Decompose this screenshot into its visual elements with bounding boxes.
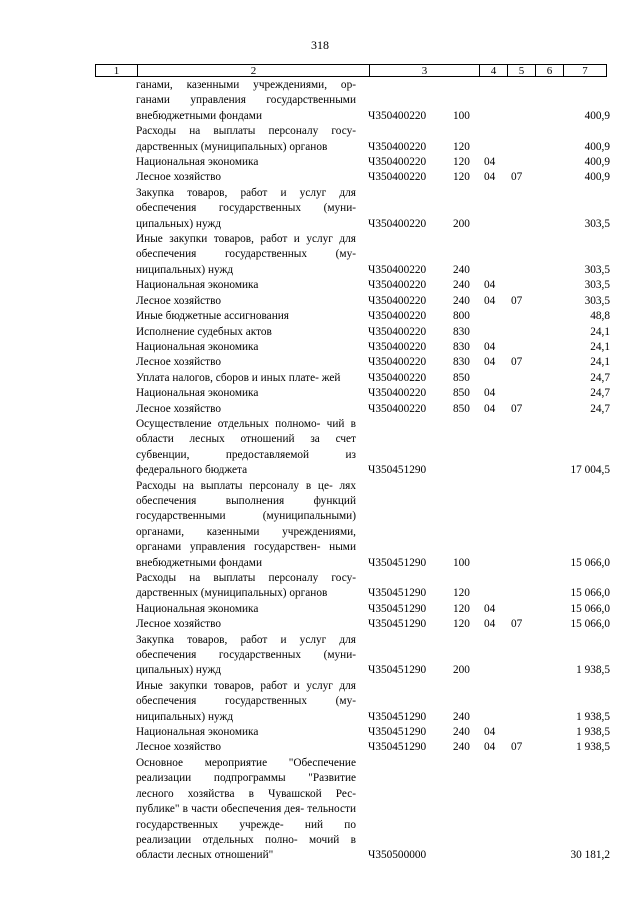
row-expense-type: 120 [453, 602, 470, 615]
table-row [0, 417, 640, 479]
row-expense-type: 240 [453, 294, 470, 307]
row-expense-type: 850 [453, 371, 470, 384]
row-code: Ч350451290 [368, 726, 427, 739]
row-amount: 303,5 [584, 279, 610, 292]
row-section: 04 [484, 741, 496, 754]
row-subsection: 07 [511, 618, 523, 631]
row-amount: 24,1 [590, 356, 610, 369]
row-expense-type: 120 [453, 587, 470, 600]
row-name: Лесное хозяйство [136, 402, 221, 415]
row-expense-type: 200 [453, 664, 470, 677]
row-name: Лесное хозяйство [136, 741, 221, 754]
row-expense-type: 830 [453, 340, 470, 353]
row-amount: 17 004,5 [570, 464, 610, 477]
row-subsection: 07 [511, 294, 523, 307]
row-section: 04 [484, 618, 496, 631]
row-amount: 24,1 [590, 340, 610, 353]
row-amount: 15 066,0 [570, 602, 610, 615]
row-name: Исполнение судебных актов [136, 325, 272, 338]
row-code: Ч350400220 [368, 356, 427, 369]
header-col-6: 6 [535, 65, 563, 76]
row-expense-type: 200 [453, 217, 470, 230]
row-code: Ч350400220 [368, 371, 427, 384]
row-name: Национальная экономика [136, 279, 259, 292]
row-expense-type: 120 [453, 156, 470, 169]
row-expense-type: 830 [453, 356, 470, 369]
table-row [0, 571, 640, 602]
row-code: Ч350451290 [368, 556, 427, 569]
row-name: Лесное хозяйство [136, 171, 221, 184]
row-name: Иные закупки товаров, работ и услуг для обеспечения государственных (му- ниципальных) нужд [136, 233, 356, 276]
row-expense-type: 850 [453, 387, 470, 400]
row-amount: 48,8 [590, 310, 610, 323]
row-name: Национальная экономика [136, 387, 259, 400]
table-row [0, 186, 640, 232]
row-code: Ч350451290 [368, 710, 427, 723]
row-amount: 400,9 [584, 109, 610, 122]
row-code: Ч350451290 [368, 602, 427, 615]
row-amount: 24,7 [590, 387, 610, 400]
row-amount: 1 938,5 [576, 710, 610, 723]
row-section: 04 [484, 356, 496, 369]
row-expense-type: 120 [453, 171, 470, 184]
row-expense-type: 120 [453, 140, 470, 153]
header-col-4: 4 [479, 65, 507, 76]
row-code: Ч350451290 [368, 741, 427, 754]
row-amount: 15 066,0 [570, 587, 610, 600]
row-name: Национальная экономика [136, 340, 259, 353]
row-expense-type: 240 [453, 726, 470, 739]
row-code: Ч350400220 [368, 140, 427, 153]
row-amount: 400,9 [584, 171, 610, 184]
table-row [0, 294, 640, 309]
header-col-7: 7 [563, 65, 606, 76]
header-col-1: 1 [113, 65, 120, 77]
row-section: 04 [484, 602, 496, 615]
row-name: Расходы на выплаты персоналу в це- лях обеспечения выполнения функций государственными (муниципальными) органами, казенными учреждениями, органами управления государствен- ными внебюджетными фондами [136, 479, 356, 569]
row-name: Лесное хозяйство [136, 294, 221, 307]
row-name: Иные бюджетные ассигнования [136, 310, 289, 323]
row-subsection: 07 [511, 402, 523, 415]
row-amount: 400,9 [584, 140, 610, 153]
row-subsection: 07 [511, 741, 523, 754]
row-name: Иные закупки товаров, работ и услуг для обеспечения государственных (му- ниципальных) нужд [136, 679, 356, 723]
table-row [0, 309, 640, 324]
row-code: Ч350400220 [368, 310, 427, 323]
row-name: Национальная экономика [136, 156, 259, 169]
table-row [0, 278, 640, 293]
table-row [0, 740, 640, 755]
row-code: Ч350500000 [368, 849, 427, 862]
table-row [0, 617, 640, 632]
row-code: Ч350400220 [368, 109, 427, 122]
row-expense-type: 800 [453, 310, 470, 323]
row-section: 04 [484, 402, 496, 415]
table-row [0, 124, 640, 155]
row-section: 04 [484, 171, 496, 184]
row-amount: 1 938,5 [576, 664, 610, 677]
table-row [0, 402, 640, 417]
row-code: Ч350400220 [368, 171, 427, 184]
row-amount: 24,7 [590, 371, 610, 384]
row-amount: 303,5 [584, 217, 610, 230]
row-section: 04 [484, 156, 496, 169]
row-section: 04 [484, 387, 496, 400]
table-row [0, 725, 640, 740]
row-code: Ч350400220 [368, 325, 427, 338]
row-expense-type: 830 [453, 325, 470, 338]
header-col-3: 3 [369, 65, 479, 76]
table-row [0, 78, 640, 124]
row-code: Ч350451290 [368, 587, 427, 600]
row-code: Ч350400220 [368, 263, 427, 276]
row-name: Лесное хозяйство [136, 356, 221, 369]
row-name: Закупка товаров, работ и услуг для обеспечения государственных (муни- ципальных) нужд [136, 633, 356, 677]
row-name: Национальная экономика [136, 602, 259, 615]
row-code: Ч350400220 [368, 217, 427, 230]
table-body [0, 78, 640, 864]
header-col-2: 2 [137, 65, 369, 76]
row-amount: 1 938,5 [576, 741, 610, 754]
row-code: Ч350400220 [368, 156, 427, 169]
row-amount: 24,7 [590, 402, 610, 415]
header-col-5: 5 [507, 65, 535, 76]
table-row [0, 756, 640, 864]
row-code: Ч350451290 [368, 618, 427, 631]
row-section: 04 [484, 340, 496, 353]
row-amount: 303,5 [584, 294, 610, 307]
table-header [95, 64, 607, 77]
table-row [0, 679, 640, 725]
row-code: Ч350400220 [368, 402, 427, 415]
row-code: Ч350400220 [368, 340, 427, 353]
row-name: Уплата налогов, сборов и иных плате- жей [136, 371, 341, 384]
row-code: Ч350400220 [368, 294, 427, 307]
row-code: Ч350451290 [368, 664, 427, 677]
table-row [0, 170, 640, 185]
table-row [0, 155, 640, 170]
row-section: 04 [484, 279, 496, 292]
row-name: Закупка товаров, работ и услуг для обеспечения государственных (муни- ципальных) нужд [136, 186, 356, 230]
row-name: Национальная экономика [136, 726, 259, 739]
row-amount: 15 066,0 [570, 556, 610, 569]
row-code: Ч350400220 [368, 279, 427, 292]
row-section: 04 [484, 294, 496, 307]
row-amount: 30 181,2 [570, 849, 610, 862]
row-amount: 303,5 [584, 263, 610, 276]
row-expense-type: 120 [453, 618, 470, 631]
row-name: Лесное хозяйство [136, 618, 221, 631]
row-amount: 24,1 [590, 325, 610, 338]
row-code: Ч350400220 [368, 387, 427, 400]
row-expense-type: 240 [453, 741, 470, 754]
row-name: ганами, казенными учреждениями, ор- ганами управления государственными внебюджетными фондами [136, 79, 356, 122]
table-row [0, 633, 640, 679]
row-name: Основное мероприятие "Обеспечение реализации подпрограммы "Развитие лесного хозяйства в Чувашской Рес- публике" в части обеспечения дея- тельности государственных учрежде- ний по реализации отдельных полно- мочий в области лесных отношений" [136, 756, 356, 862]
row-subsection: 07 [511, 171, 523, 184]
row-expense-type: 240 [453, 279, 470, 292]
table-row [0, 479, 640, 571]
row-code: Ч350451290 [368, 464, 427, 477]
table-row [0, 325, 640, 340]
row-expense-type: 100 [453, 109, 470, 122]
table-row [0, 232, 640, 278]
table-row [0, 371, 640, 386]
row-subsection: 07 [511, 356, 523, 369]
table-row [0, 355, 640, 370]
table-row [0, 386, 640, 401]
row-expense-type: 850 [453, 402, 470, 415]
row-name: Расходы на выплаты персоналу госу- дарственных (муниципальных) органов [136, 572, 356, 600]
row-expense-type: 240 [453, 710, 470, 723]
row-expense-type: 240 [453, 263, 470, 276]
row-name: Расходы на выплаты персоналу госу- дарственных (муниципальных) органов [136, 125, 356, 153]
row-section: 04 [484, 726, 496, 739]
table-row [0, 340, 640, 355]
page-number: 318 [311, 38, 329, 52]
row-amount: 1 938,5 [576, 726, 610, 739]
row-amount: 400,9 [584, 156, 610, 169]
row-expense-type: 100 [453, 556, 470, 569]
row-amount: 15 066,0 [570, 618, 610, 631]
table-row [0, 602, 640, 617]
row-name: Осуществление отдельных полномо- чий в области лесных отношений за счет субвенции, предоставляемой из федерального бюджета [136, 417, 356, 477]
